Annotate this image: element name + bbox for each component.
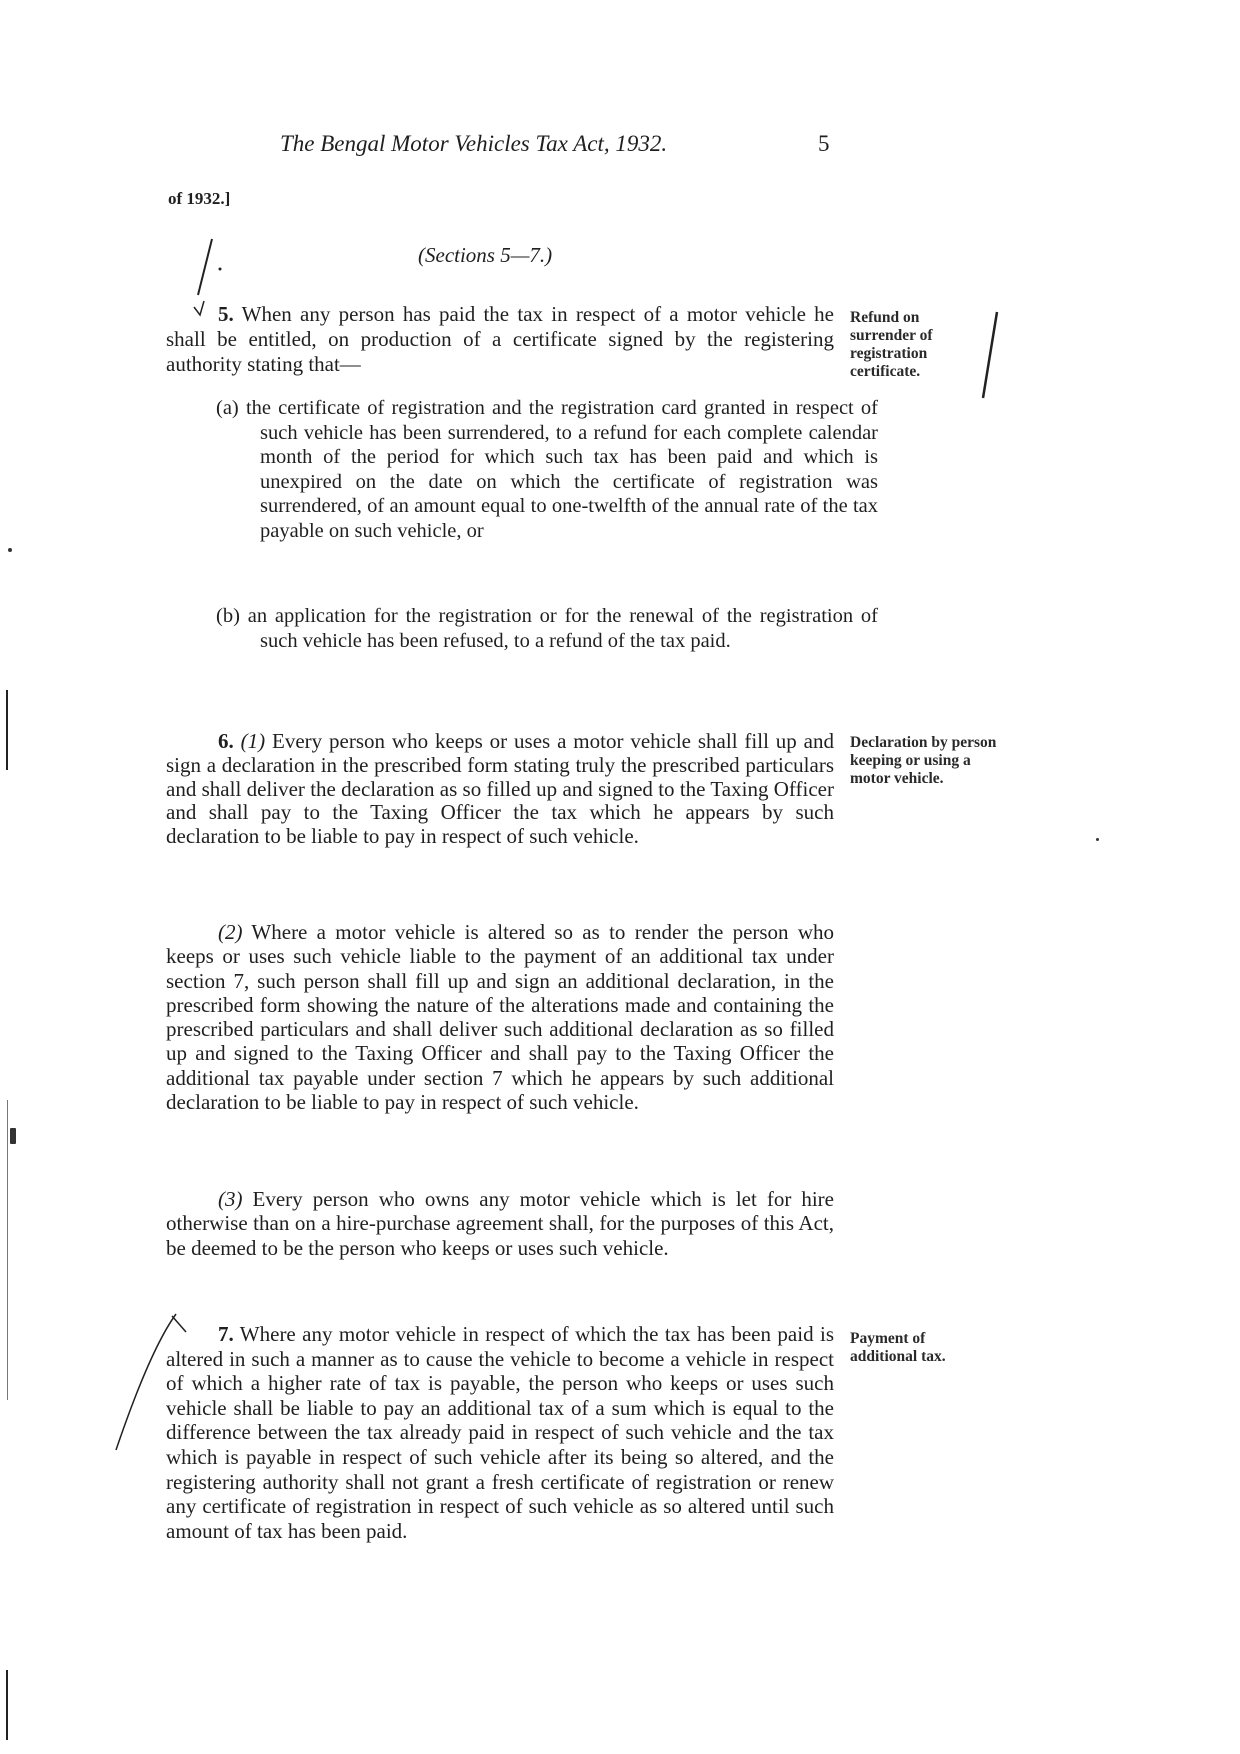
section-5-intro (166, 302, 834, 377)
marginal-note: Declaration by person keeping or using a motor vehicle. (850, 734, 997, 787)
section-6-sub1 (166, 730, 834, 849)
clause-a (216, 396, 878, 544)
section-number: 7. (218, 1322, 234, 1346)
clause-label: (b) (216, 605, 240, 627)
scan-speck (8, 548, 12, 552)
marginal-note: Payment of additional tax. (850, 1330, 946, 1365)
marginal-note: Refund on surrender of registration certificate. (850, 309, 933, 380)
scan-edge-line (7, 1100, 8, 1400)
section-number: 6. (218, 729, 234, 753)
section-text: Where any motor vehicle in respect of which the tax has been paid is altered in such a manner as to cause the vehicle to become a vehicle in respect of which a higher rate of tax is payable, the person who keeps or uses such vehicle shall be liable to pay an additional tax of a sum which is equal to the difference between the tax already paid in respect of such vehicle and the tax which is payable in respect of such vehicle after its being so altered, and the registering authority shall not grant a fresh certificate of registration or renew any certificate of registration in respect of such vehicle as so altered until such amount of tax has been paid. (166, 1322, 834, 1543)
act-reference: of 1932.] (168, 189, 231, 208)
subsection-label: (2) (218, 920, 243, 944)
clause-text: the certificate of registration and the registration card granted in respect of such vehicle has been surrendered, to a refund for each complete calendar month of the period for which such tax has been paid and which is unexpired on the date on which the certificate of registration was surrendered, of an amount equal to one-twelfth of the annual rate of the tax payable on such vehicle, or (245, 397, 879, 542)
scan-speck (1096, 838, 1099, 841)
section-text: When any person has paid the tax in respect of a motor vehicle he shall be entitled, on production of a certificate signed by the registering authority stating that— (166, 302, 834, 376)
clause-b (216, 604, 878, 653)
section-7 (166, 1322, 834, 1543)
clause-label: (a) (216, 397, 239, 419)
section-6-sub3 (166, 1187, 834, 1260)
section-number: 5. (218, 302, 234, 326)
subsection-label: (3) (218, 1187, 243, 1211)
pen-mark-icon (975, 308, 1005, 408)
subsection-text: Where a motor vehicle is altered so as to render the person who keeps or uses such vehicle liable to the payment of an additional tax under section 7, such person shall fill up and sign an additional declaration, in the prescribed form showing the nature of the alterations made and containing the prescribed particulars and shall deliver such additional declaration as so filled up and signed to the Taxing Officer and shall pay to the Taxing Officer the additional tax payable under section 7 which he appears by such additional declaration to be liable to pay in respect of such vehicle. (166, 920, 835, 1115)
subsection-text: Every person who owns any motor vehicle which is let for hire otherwise than on a hire-purchase agreement shall, for the purposes of this Act, be deemed to be the person who keeps or uses such vehicle. (166, 1187, 835, 1260)
section-6-sub2 (166, 920, 834, 1114)
subsection-text: Every person who keeps or uses a motor vehicle shall fill up and sign a declaration in the prescribed form stating truly the prescribed particulars and shall deliver the declaration as so filled up and signed to the Taxing Officer and shall pay to the Taxing Officer the tax which he appears by such declaration to be liable to pay in respect of such vehicle. (166, 729, 834, 849)
scan-edge-line (6, 1670, 8, 1740)
page-number: 5 (818, 131, 830, 156)
clause-text: an application for the registration or for the renewal of the registration of such vehicle has been refused, to a refund of the tax paid. (247, 605, 878, 652)
scan-speck (10, 1128, 16, 1144)
sections-range: (Sections 5—7.) (418, 243, 553, 267)
running-title: The Bengal Motor Vehicles Tax Act, 1932. (280, 131, 668, 156)
subsection-label: (1) (240, 729, 266, 753)
scan-edge-line (6, 690, 8, 770)
